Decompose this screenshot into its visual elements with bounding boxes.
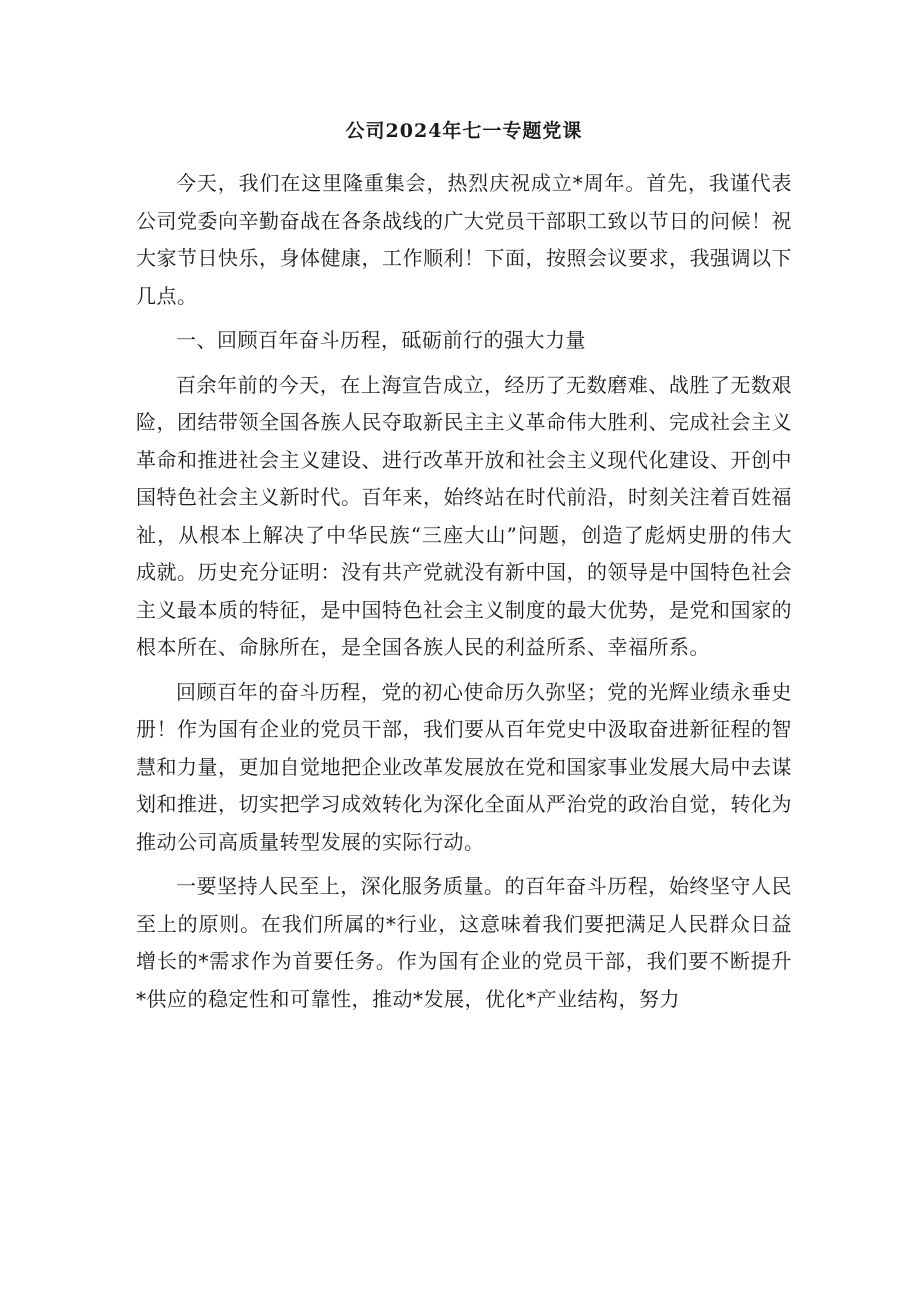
document-page — [136, 116, 792, 1025]
section-heading: 一、回顾百年奋斗历程，砥砺前行的强大力量 — [176, 328, 586, 352]
paragraph-history: 百余年前的今天，在上海宣告成立，经历了无数磨难、战胜了无数艰险，团结带领全国各族人民夺取新民主主义革命伟大胜利、完成社会主义革命和推进社会主义建设、进行改革开放和社会主义现代化建设、开创中国特色社会主义新时代。百年来，始终站在时代前沿，时刻关注着百姓福祉，从根本上解决了中华民族“三座大山”问题，创造了彪炳史册的伟大成就。历史充分证明：没有共产党就没有新中国，的领导是中国特色社会主义最本质的特征，是中国特色社会主义制度的最大优势，是党和国家的根本所在、命脉所在，是全国各族人民的利益所系、幸福所系。 — [136, 372, 792, 659]
paragraph-review: 回顾百年的奋斗历程，党的初心使命历久弥坚；党的光辉业绩永垂史册！作为国有企业的党员干部，我们要从百年党史中汲取奋进新征程的智慧和力量，更加自觉地把企业改革发展放在党和国家事业发展大局中去谋划和推进，切实把学习成效转化为深化全面从严治党的政治自觉，转化为推动公司高质量转型发展的实际行动。 — [136, 679, 792, 854]
paragraph-opening: 今天，我们在这里隆重集会，热烈庆祝成立*周年。首先，我谨代表公司党委向辛勤奋战在各条战线的广大党员干部职工致以节日的问候！祝大家节日快乐，身体健康，工作顺利！下面，按照会议要求，我强调以下几点。 — [136, 171, 792, 308]
document-title: 公司2024年七一专题党课 — [345, 120, 583, 142]
paragraph-people-first: 一要坚持人民至上，深化服务质量。的百年奋斗历程，始终坚守人民至上的原则。在我们所属的*行业，这意味着我们要把满足人民群众日益增长的*需求作为首要任务。作为国有企业的党员干部，我们要不断提升*供应的稳定性和可靠性，推动*发展，优化*产业结构，努力 — [136, 874, 792, 1011]
